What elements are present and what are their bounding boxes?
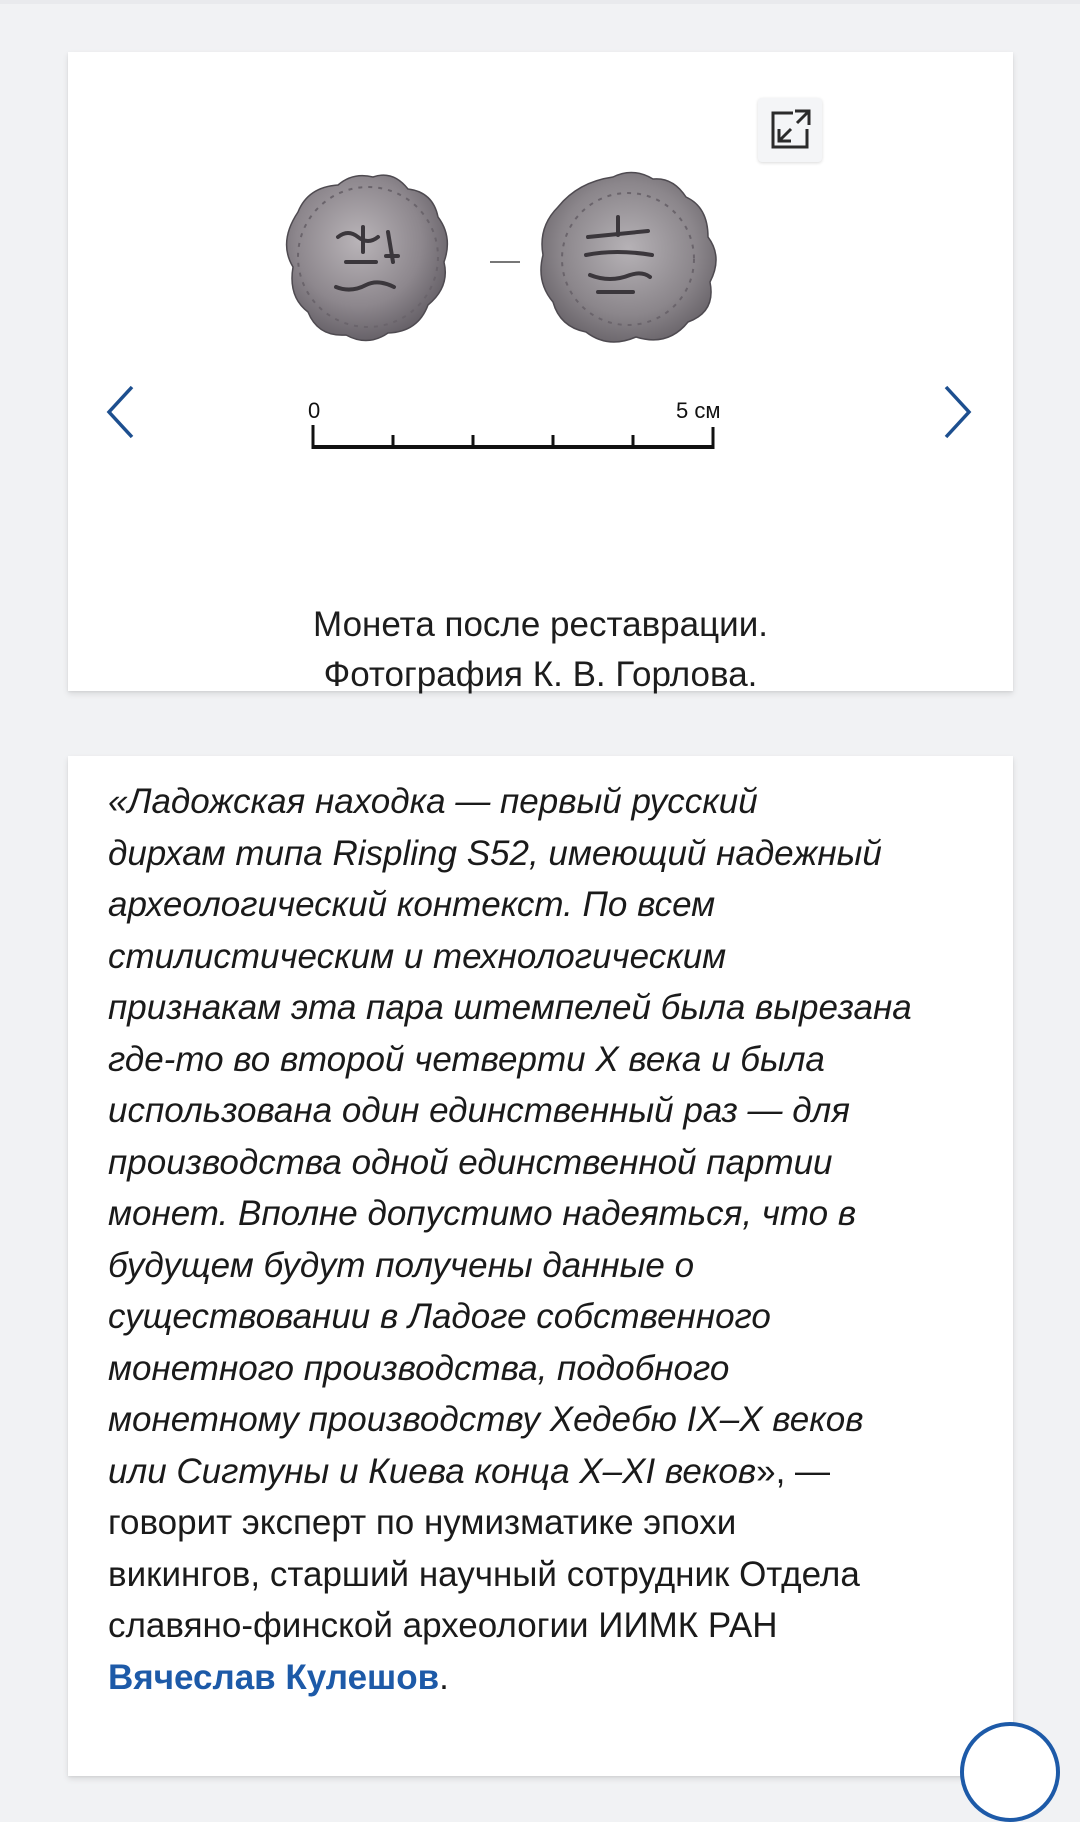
image-caption	[68, 600, 1013, 700]
attribution-line: викингов, старший научный сотрудник Отдела	[108, 1554, 860, 1594]
quote-line: будущем будут получены данные о	[108, 1245, 695, 1285]
quote-line: стилистическим и технологическим	[108, 936, 727, 976]
caption-line: Монета после реставрации.	[313, 605, 768, 644]
quote-line: монет. Вполне допустимо надеяться, что в	[108, 1194, 857, 1233]
image-gallery-card	[68, 52, 1013, 694]
quote-line: признакам эта пара штемпелей была вырезана	[108, 988, 912, 1027]
quote-line: дирхам типа Rispling S52, имеющий надежный	[108, 833, 882, 873]
coin-reverse	[541, 172, 716, 342]
top-divider	[0, 0, 1080, 4]
attribution-line: славяно-финской археологии ИИМК РАН	[108, 1606, 778, 1645]
author-link[interactable]: Вячеслав Кулешов	[108, 1657, 440, 1697]
quote-closing: », —	[756, 1451, 831, 1491]
quote-last-line	[108, 1446, 988, 1498]
chevron-right-icon	[942, 384, 974, 440]
quote-line: «Ладожская находка — первый русский	[108, 782, 758, 821]
coin-obverse	[287, 175, 448, 340]
quote-line: монетного производства, подобного	[108, 1348, 730, 1388]
quote-card	[68, 756, 1013, 1776]
gallery-next-button[interactable]	[938, 382, 978, 442]
chevron-left-icon	[104, 384, 136, 440]
quote-line: археологический контекст. По всем	[108, 885, 716, 924]
quote-line: монетному производству Хедебю IX–X веков	[108, 1400, 864, 1439]
author-line	[108, 1652, 988, 1704]
quote-line: или Сигтуны и Киева конца X–XI веков	[108, 1451, 757, 1491]
quote-line: использована один единственный раз — для	[108, 1091, 850, 1130]
quote-line: существовании в Ладоге собственного	[108, 1297, 771, 1336]
scroll-to-top-button[interactable]	[960, 1722, 1060, 1822]
quote-line: где-то во второй четверти X века и была	[108, 1039, 825, 1079]
quote-line: производства одной единственной партии	[108, 1142, 833, 1182]
end-period: .	[439, 1657, 449, 1697]
quote-text	[108, 776, 988, 1703]
scale-start-label: 0	[308, 398, 321, 423]
attribution-line: говорит эксперт по нумизматике эпохи	[108, 1503, 737, 1542]
scale-end-label: 5 см	[676, 398, 721, 423]
gallery-prev-button[interactable]	[100, 382, 140, 442]
coin-photo	[268, 137, 808, 537]
scale-bar	[308, 398, 720, 449]
caption-line: Фотография К. В. Горлова.	[323, 655, 758, 694]
